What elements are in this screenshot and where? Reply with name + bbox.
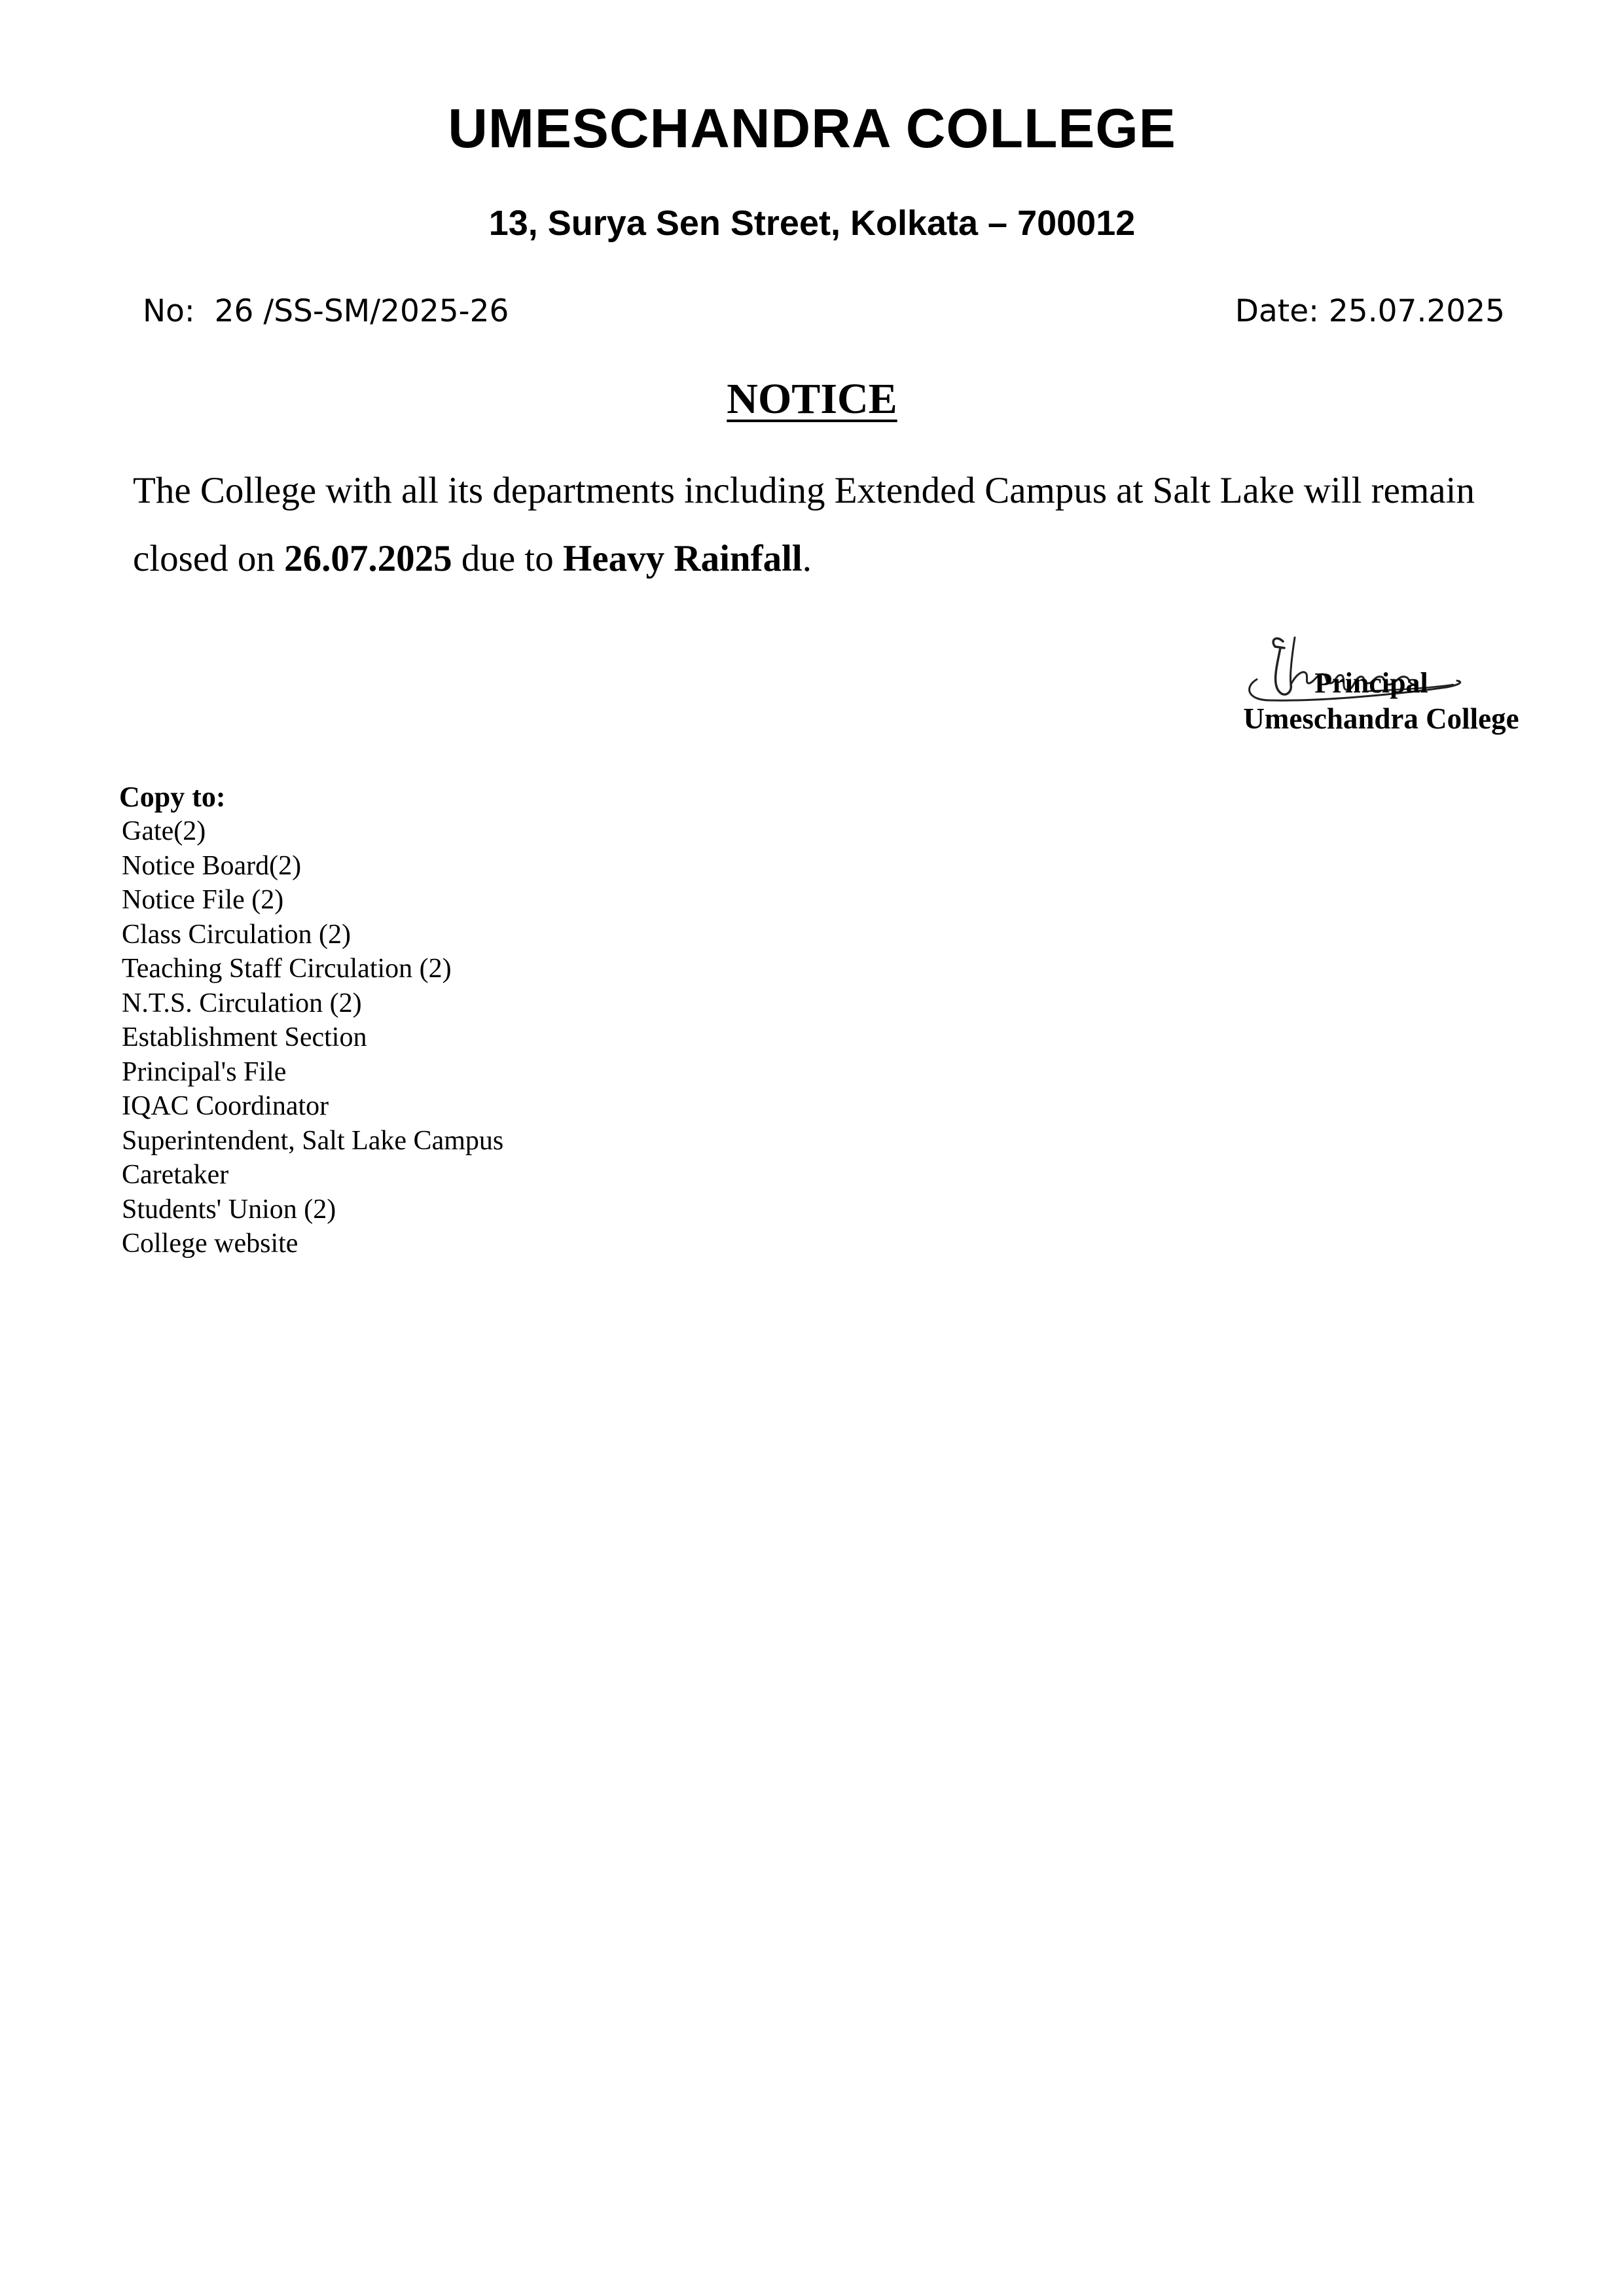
copy-to-item: Class Circulation (2) [122, 919, 351, 950]
copy-to-item: Establishment Section [122, 1022, 367, 1052]
copy-to-item: Students' Union (2) [122, 1194, 336, 1225]
copy-to-item: IQAC Coordinator [122, 1091, 329, 1121]
closure-reason: Heavy Rainfall [563, 538, 803, 579]
copy-to-item: Principal's File [122, 1056, 287, 1087]
copy-to-item: Notice Board(2) [122, 850, 302, 881]
copy-to-heading: Copy to: [119, 781, 226, 813]
closure-date: 26.07.2025 [284, 538, 452, 579]
body-text-part1: The College with all its departments including Extended Campus at Salt Lake will remain closed on [133, 470, 1475, 579]
college-address: 13, Surya Sen Street, Kolkata – 700012 [488, 204, 1136, 243]
body-text-part2: due to [452, 538, 564, 579]
notice-date: Date: 25.07.2025 [1235, 293, 1505, 329]
copy-to-item: Caretaker [122, 1160, 229, 1190]
copy-to-item: Teaching Staff Circulation (2) [122, 954, 452, 984]
signatory-role: Principal [1314, 667, 1428, 699]
copy-to-item: Superintendent, Salt Lake Campus [122, 1125, 504, 1156]
reference-number: No: 26 /SS-SM/2025-26 [143, 293, 509, 329]
notice-title: NOTICE [727, 375, 897, 423]
signatory-organization: Umeschandra College [1243, 702, 1519, 735]
copy-to-item: N.T.S. Circulation (2) [122, 988, 362, 1018]
copy-to-item: College website [122, 1229, 298, 1259]
notice-body [133, 457, 1534, 593]
copy-to-list [122, 814, 503, 1261]
body-text-part3: . [802, 538, 812, 579]
copy-to-item: Gate(2) [122, 816, 206, 846]
college-name: UMESCHANDRA COLLEGE [448, 98, 1176, 159]
copy-to-item: Notice File (2) [122, 885, 284, 915]
